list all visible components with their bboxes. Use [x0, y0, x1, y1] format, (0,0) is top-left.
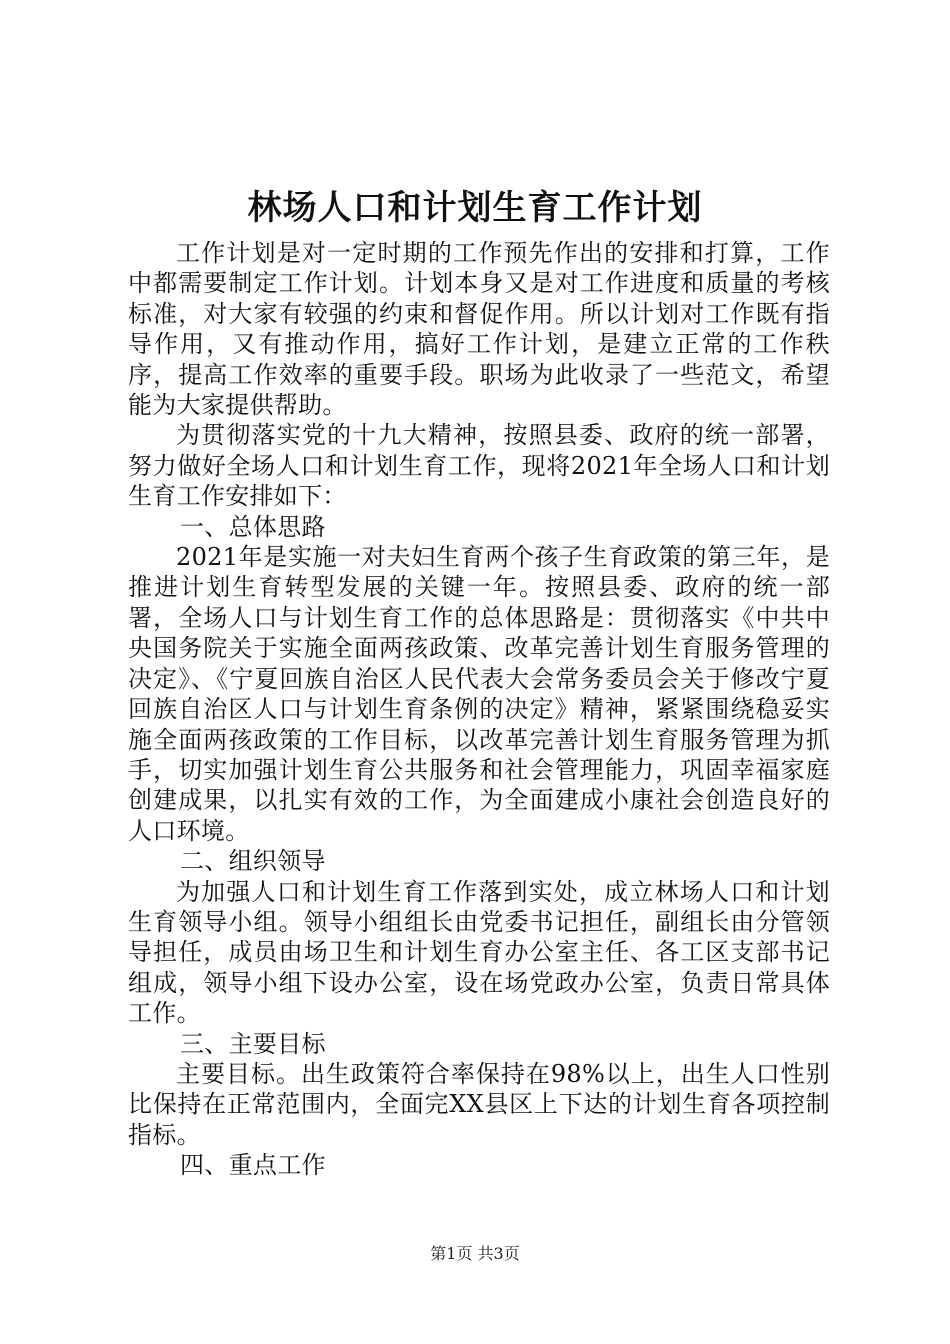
document-title: 林场人口和计划生育工作计划	[247, 188, 703, 228]
section-text-organization: 为加强人口和计划生育工作落到实处，成立林场人口和计划生育领导小组。领导小组组长由党委书记担任，副组长由分管领导担任，成员由场卫生和计划生育办公室主任、各工区支部书记组成，领导小组下设办公室，设在场党政办公室，负责日常具体工作。	[128, 877, 830, 1028]
section-heading-overall: 一、总体思路	[180, 512, 326, 541]
section-heading-organization: 二、组织领导	[180, 847, 326, 876]
section-text-overall: 2021年是实施一对夫妇生育两个孩子生育政策的第三年，是推进计划生育转型发展的关键一年。按照县委、政府的统一部署，全场人口与计划生育工作的总体思路是：贯彻落实《中共中央国务院关于实施全面两孩政策、改革完善计划生育服务管理的决定》、《宁夏回族自治区人民代表大会常务委员会关于修改宁夏回族自治区人口与计划生育条例的决定》精神，紧紧围绕稳妥实施全面两孩政策的工作目标，以改革完善计划生育服务管理为抓手，切实加强计划生育公共服务和社会管理能力，巩固幸福家庭创建成果，以扎实有效的工作，为全面建成小康社会创造良好的人口环境。	[128, 543, 830, 845]
section-heading-goals: 三、主要目标	[180, 1029, 326, 1058]
document-body	[128, 238, 830, 1181]
section-heading-key-work: 四、重点工作	[180, 1151, 326, 1180]
opening-paragraph: 为贯彻落实党的十九大精神，按照县委、政府的统一部署，努力做好全场人口和计划生育工作，现将2021年全场人口和计划生育工作安排如下：	[128, 421, 830, 511]
section-text-goals: 主要目标。出生政策符合率保持在98%以上，出生人口性别比保持在正常范围内，全面完XX县区上下达的计划生育各项控制指标。	[128, 1059, 830, 1149]
intro-paragraph: 工作计划是对一定时期的工作预先作出的安排和打算，工作中都需要制定工作计划。计划本身又是对工作进度和质量的考核标准，对大家有较强的约束和督促作用。所以计划对工作既有指导作用，又有推动作用，搞好工作计划，是建立正常的工作秩序，提高工作效率的重要手段。职场为此收录了一些范文，希望能为大家提供帮助。	[128, 239, 830, 420]
page-number-footer: 第1页 共3页	[430, 1244, 520, 1263]
